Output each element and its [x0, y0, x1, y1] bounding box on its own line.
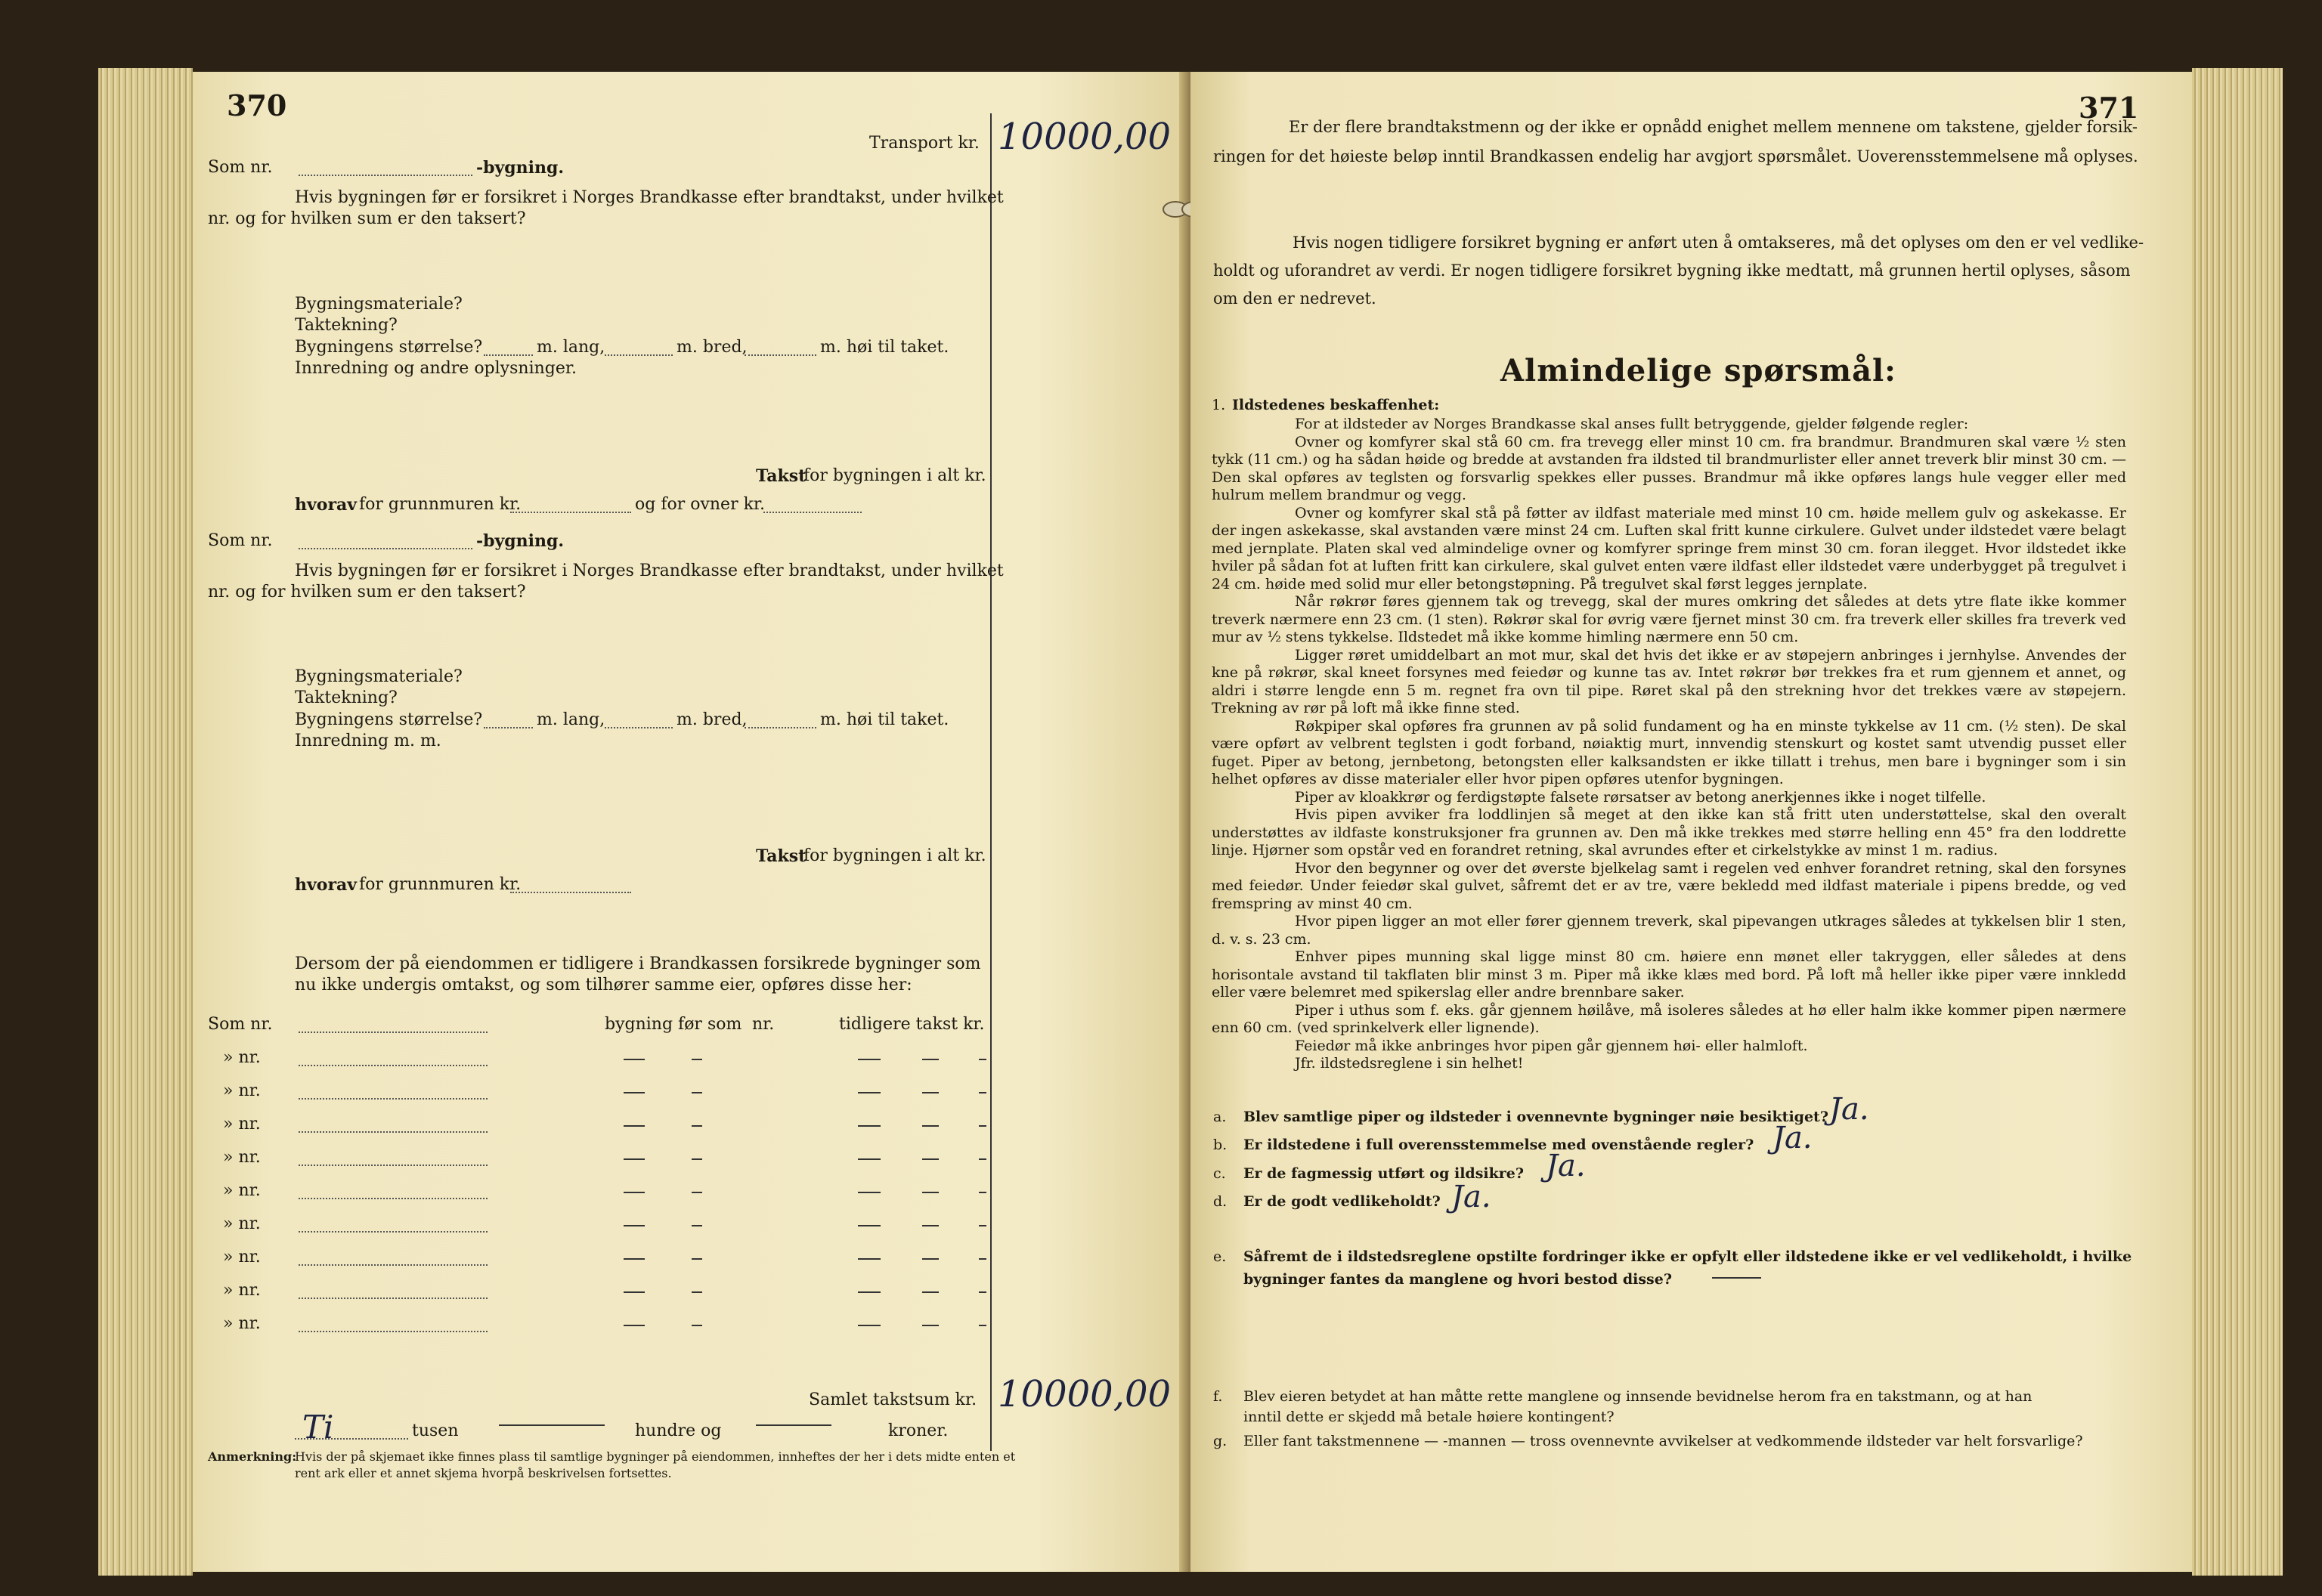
b1-hoi: m. høi til taket. [820, 338, 949, 357]
table-row-dash [979, 1225, 986, 1226]
b1-size: Bygningens størrelse? [295, 338, 483, 357]
rule-paragraph: Hvor den begynner og over det øverste bjelkelag samt i regelen ved enhver forandret retning, skal den forsynes med feiedør. Under feiedør skal gulvet, såfremt det er av tre, være bekledd med ildfast materiale i pipens bredde, og ved fremspring av minst 40 cm. [1212, 859, 2126, 912]
table-row-dash [858, 1158, 881, 1160]
p2-2: holdt og uforandret av verdi. Er nogen tidligere forsikret bygning ikke medtatt, må grunnen hertil oplyses, såsom [1213, 261, 2131, 280]
b2-question-2: nr. og for hvilken sum er den taksert? [208, 583, 526, 602]
qc-letter: c. [1213, 1165, 1226, 1182]
b1-takst-rest: for bygningen i alt kr. [803, 466, 986, 485]
b2-material: Bygningsmateriale? [295, 667, 463, 686]
b2-takst-rest: for bygningen i alt kr. [803, 846, 986, 865]
b2-bred: m. bred, [676, 710, 748, 729]
table-row-line [299, 1198, 488, 1199]
b1-width-line [605, 354, 673, 356]
dersom-1: Dersom der på eiendommen er tidligere i Brandkassen forsikrede bygninger som [295, 954, 981, 973]
b1-takt: Taktekning? [295, 316, 398, 335]
table-bygning: bygning før som [605, 1015, 742, 1034]
table-row-dash [922, 1258, 939, 1260]
b2-hvorav: hvorav [295, 875, 358, 895]
table-row-dash [979, 1258, 986, 1260]
table-row-dash [692, 1125, 702, 1127]
b1-som-nr: Som nr. [208, 158, 273, 177]
table-row-dash [979, 1125, 986, 1127]
qd-letter: d. [1213, 1193, 1228, 1210]
table-row-dash [624, 1325, 645, 1326]
fireplace-rules [1212, 416, 2126, 1073]
qb-letter: b. [1213, 1137, 1228, 1153]
table-row-dash [692, 1325, 702, 1326]
b2-bygning: -bygning. [476, 531, 565, 551]
table-row-dash [979, 1291, 986, 1293]
table-row-label: » nr. [223, 1281, 261, 1300]
table-row-line [299, 1065, 488, 1066]
rule-paragraph: For at ildsteder av Norges Brandkasse skal anses fullt betryggende, gjelder følgende regler: [1295, 416, 1969, 432]
qb-answer: Ja. [1772, 1121, 1813, 1155]
table-row-label: » nr. [223, 1048, 261, 1067]
table-row-dash [979, 1092, 986, 1093]
b1-length-line [484, 354, 533, 356]
table-row-dash [858, 1192, 881, 1193]
rule-paragraph: Røkpiper skal opføres fra grunnen av på solid fundament og ha en minste tykkelse av 11 cm. (½ sten). De skal være opført av velbrent teglsten i godt forband, nøiaktig murt, innvendig stenskurt og kostet samt utvendig pusset eller fuget. Piper av betong, jernbetong, betongsten eller kalksandsten er ikke tillatt i trehus, men bare i bygninger som i sin helhet opføres av disse materialer eller hvor pipen opføres utenfor bygningen. [1212, 717, 2126, 787]
b2-hoi: m. høi til taket. [820, 710, 949, 729]
qa-answer: Ja. [1829, 1092, 1869, 1127]
table-row-dash [624, 1291, 645, 1293]
rule-paragraph: Enhver pipes munning skal ligge minst 80 cm. høiere enn mønet eller takryggen, eller således at dens horisontale avstand til takflaten blir minst 3 m. Piper må ikke klæs med bord. På loft må heller ikke piper være innkledd eller være belemret med spikerslag eller andre brennbare saker. [1212, 948, 2126, 1001]
table-row-line [299, 1131, 488, 1133]
anmerkning-label: Anmerkning: [208, 1449, 297, 1464]
b2-som-nr: Som nr. [208, 531, 273, 550]
qf-text-1: Blev eieren betydet at han måtte rette manglene og innsende bevidnelse herom fra en takstmann, og at han [1243, 1388, 2033, 1405]
table-row-label: » nr. [223, 1181, 261, 1200]
table-nr-line [299, 1032, 488, 1033]
b2-length-line [484, 727, 533, 728]
table-row-dash [692, 1059, 702, 1060]
b1-hvorav: hvorav [295, 495, 358, 515]
table-row-label: » nr. [223, 1248, 261, 1267]
heading: Almindelige spørsmål: [1500, 353, 1896, 388]
thousands-line [295, 1438, 408, 1440]
qa-letter: a. [1213, 1109, 1227, 1125]
words-handwritten: Ti [302, 1409, 334, 1446]
table-row-dash [922, 1325, 939, 1326]
qb-text: Er ildstedene i full overensstemmelse med ovenstående regler? [1243, 1137, 1754, 1153]
table-row-dash [979, 1192, 986, 1193]
qd-text: Er de godt vedlikeholdt? [1243, 1193, 1441, 1210]
ore-dash [756, 1424, 831, 1426]
table-row-dash [692, 1291, 702, 1293]
table-row-dash [922, 1225, 939, 1226]
qf-letter: f. [1213, 1388, 1223, 1405]
qe-letter: e. [1213, 1248, 1227, 1265]
qc-text: Er de fagmessig utført og ildsikre? [1243, 1165, 1525, 1182]
hundre-og: hundre og [635, 1421, 722, 1440]
table-row-dash [692, 1158, 702, 1160]
rule-paragraph: Jfr. ildstedsreglene i sin helhet! [1295, 1055, 1524, 1072]
table-row-dash [979, 1158, 986, 1160]
right-page-stack [2192, 68, 2283, 1576]
left-page-stack [98, 68, 193, 1576]
tusen: tusen [412, 1421, 459, 1440]
anmerkning-2: rent ark eller et annet skjema hvorpå beskrivelsen fortsettes. [295, 1466, 672, 1480]
qg-text: Eller fant takstmennene — -mannen — tross ovennevnte avvikelser at vedkommende ildsteder var helt forsvarlige? [1243, 1433, 2083, 1449]
b2-hvorav-rest: for grunnmuren kr. [359, 875, 522, 894]
table-row-dash [858, 1258, 881, 1260]
table-row-dash [624, 1092, 645, 1093]
table-row-dash [692, 1092, 702, 1093]
table-row-dash [624, 1158, 645, 1160]
p2-3: om den er nedrevet. [1213, 289, 1376, 308]
b1-grunnmur-line [510, 512, 631, 513]
rule-paragraph: Ovner og komfyrer skal stå 60 cm. fra trevegg eller minst 10 cm. fra brandmur. Brandmuren skal være ½ sten tykk (11 cm.) og ha sådan høide og bredde at avstanden fra ildsted til brandmurlister eller annet treverk blir minst 30 cm. — Den skal opføres av teglsten og forsvarlig spekkes eller pusses. Brandmur må ikke opføres langs hule vegger eller med hulrum mellem brandmur og vegg. [1212, 433, 2126, 503]
qd-answer: Ja. [1451, 1180, 1491, 1214]
intro-1: Er der flere brandtakstmenn og der ikke er opnådd enighet mellem mennene om takstene, gjelder forsik- [1289, 118, 2138, 136]
samlet-label: Samlet takstsum kr. [809, 1390, 977, 1409]
b2-nr-line [299, 548, 472, 549]
b1-ovner-line [763, 512, 862, 513]
dersom-2: nu ikke undergis omtakst, og som tilhører samme eier, opføres disse her: [295, 976, 912, 994]
right-page [1190, 72, 2192, 1572]
qf-text-2: inntil dette er skjedd må betale høiere kontingent? [1243, 1409, 1615, 1425]
table-row-line [299, 1098, 488, 1100]
table-row-line [299, 1298, 488, 1299]
table-row-dash [858, 1125, 881, 1127]
page-number: 370 [227, 88, 287, 122]
qg-letter: g. [1213, 1433, 1228, 1449]
table-row-label: » nr. [223, 1081, 261, 1100]
b1-height-line [745, 354, 816, 356]
table-row-dash [979, 1325, 986, 1326]
rule-paragraph: Piper av kloakkrør og ferdigstøpte falsete rørsatser av betong anerkjennes ikke i noget tilfelle. [1295, 788, 1986, 806]
intro-2: ringen for det høieste beløp inntil Brandkassen endelig har avgjort spørsmålet. Uoverensstemmelsene må oplyses. [1213, 147, 2138, 165]
rule-paragraph: Feiedør må ikke anbringes hvor pipen går gjennem høi- eller halmloft. [1295, 1037, 1808, 1054]
rule-paragraph: Når røkrør føres gjennem tak og trevegg, skal der mures omkring det således at dets ytre flate ikke kommer treverk nærmere enn 23 cm. (1 sten). Røkrør skal for øvrig være fjernet minst 30 cm. fra treverk eller skilles fra treverk ved mur av ½ stens tykkelse. Ildstedet må ikke komme himling nærmere enn 50 cm. [1212, 593, 2126, 645]
table-row-dash [922, 1059, 939, 1060]
b1-material: Bygningsmateriale? [295, 295, 463, 314]
table-row-dash [922, 1125, 939, 1127]
amount-column-rule [990, 113, 992, 1451]
table-row-dash [692, 1258, 702, 1260]
anmerkning-1: Hvis der på skjemaet ikke finnes plass til samtlige bygninger på eiendommen, innheftes der her i dets midte enten et [295, 1449, 1016, 1464]
table-row-dash [979, 1059, 986, 1060]
b2-innredning: Innredning m. m. [295, 732, 441, 750]
table-row-dash [858, 1092, 881, 1093]
b2-takst: Takst [756, 846, 807, 866]
b1-bygning: -bygning. [476, 158, 565, 178]
kroner: kroner. [888, 1421, 949, 1440]
section-1-title: Ildstedenes beskaffenhet: [1232, 397, 1440, 413]
table-row-dash [858, 1225, 881, 1226]
b2-question-1: Hvis bygningen før er forsikret i Norges Brandkasse efter brandtakst, under hvilket [295, 561, 1004, 580]
b1-lang: m. lang, [537, 338, 605, 357]
rule-paragraph: Ligger røret umiddelbart an mot mur, skal det hvis det ikke er av støpejern anbringes i jernhylse. Anvendes der kne på røkrør, skal kneet forsynes med feiedør og kunne tas av. Intet røkrør bør trekkes fra et rum gjennem et annet, og aldri i større lengde enn 5 m. regnet fra ovn til pipe. Røret skal på den strekning hvor det trekkes være av støpejern. Trekning av rør på loft må ikke finne sted. [1212, 646, 2126, 716]
b2-takt: Taktekning? [295, 688, 398, 707]
table-row-line [299, 1165, 488, 1166]
table-row-dash [624, 1225, 645, 1226]
samlet-value: 10000,00 [998, 1373, 1172, 1415]
table-som-nr: Som nr. [208, 1015, 273, 1034]
b1-question-2: nr. og for hvilken sum er den taksert? [208, 209, 526, 228]
rule-paragraph: Piper i uthus som f. eks. går gjennem høilåve, må isoleres således at hø eller halm ikke kommer pipen nærmere enn 60 cm. (ved sprinkelverk eller lignende). [1212, 1001, 2126, 1036]
b2-width-line [605, 727, 673, 728]
table-row-dash [858, 1059, 881, 1060]
transport-value: 10000,00 [998, 116, 1172, 158]
qe-text-1: Såfremt de i ildstedsreglene opstilte fordringer ikke er opfylt eller ildstedene ikke er vel vedlikeholdt, i hvilke [1243, 1248, 2132, 1265]
qe-text-2: bygninger fantes da manglene og hvori bestod disse? [1243, 1271, 1672, 1288]
section-1-num: 1. [1212, 397, 1226, 413]
table-row-dash [624, 1192, 645, 1193]
p2-1: Hvis nogen tidligere forsikret bygning er anført uten å omtakseres, må det oplyses om den er vel vedlike- [1293, 234, 2144, 252]
table-nr: nr. [752, 1015, 775, 1034]
table-row-dash [858, 1325, 881, 1326]
b2-lang: m. lang, [537, 710, 605, 729]
left-page [193, 72, 1187, 1572]
table-row-dash [692, 1225, 702, 1226]
table-row-dash [858, 1291, 881, 1293]
qa-text: Blev samtlige piper og ildsteder i ovennevnte bygninger nøie besiktiget? [1243, 1109, 1828, 1125]
qe-dash [1712, 1277, 1761, 1279]
table-row-dash [692, 1192, 702, 1193]
b1-innredning: Innredning og andre oplysninger. [295, 359, 577, 378]
b2-size: Bygningens størrelse? [295, 710, 483, 729]
b1-question-1: Hvis bygningen før er forsikret i Norges Brandkasse efter brandtakst, under hvilket [295, 188, 1004, 207]
b2-height-line [745, 727, 816, 728]
table-row-label: » nr. [223, 1314, 261, 1333]
table-row-dash [922, 1158, 939, 1160]
table-row-line [299, 1264, 488, 1266]
table-row-line [299, 1231, 488, 1233]
table-row-label: » nr. [223, 1148, 261, 1167]
table-row-label: » nr. [223, 1214, 261, 1233]
hundreds-dash [499, 1424, 605, 1426]
table-row-dash [922, 1291, 939, 1293]
page-number: 371 [2079, 91, 2139, 125]
b1-hvorav-rest: for grunnmuren kr. [359, 495, 522, 514]
qc-answer: Ja. [1546, 1149, 1586, 1183]
b1-nr-line [299, 175, 472, 176]
rule-paragraph: Ovner og komfyrer skal stå på føtter av ildfast materiale med minst 10 cm. høide mellem gulv og askekasse. Er der ingen askekasse, skal avstanden være minst 24 cm. Luften skal fritt kunne cirkulere. Gulvet under ildstedet være belagt med jernplate. Platen skal ved almindelige ovner og komfyrer springe frem minst 30 cm. foran ilegget. Hvor ildstedet ikke hviler på sådan fot at luften fritt kan cirkulere, skal gulvet enten være ildfast eller ildstedet være underbygget på tregulvet i 24 cm. høide med solid mur eller betongstøpning. På tregulvet skal først legges jernplate. [1212, 504, 2126, 592]
table-row-dash [624, 1125, 645, 1127]
b2-grunnmur-line [510, 892, 631, 893]
table-row-line [299, 1331, 488, 1332]
b1-ovner: og for ovner kr. [635, 495, 766, 514]
rule-paragraph: Hvis pipen avviker fra loddlinjen så meget at den ikke kan stå fritt uten understøttelse, skal den overalt understøttes av ildfaste konstruksjoner fra grunnen av. Den må ikke trekkes med større helling enn 45° fra den loddrette linje. Hjørner som opstår ved en forandret retning, skal avrundes efter et cirkelstykke av minst 1 m. radius. [1212, 806, 2126, 858]
table-row-dash [922, 1092, 939, 1093]
rule-paragraph: Hvor pipen ligger an mot eller fører gjennem treverk, skal pipevangen utkrages således at tykkelsen blir 1 sten, d. v. s. 23 cm. [1212, 913, 2126, 948]
table-row-dash [922, 1192, 939, 1193]
b1-takst: Takst [756, 466, 807, 486]
table-row-dash [624, 1059, 645, 1060]
table-row-dash [624, 1258, 645, 1260]
table-tidligere: tidligere takst kr. [839, 1015, 985, 1034]
b1-bred: m. bred, [676, 338, 748, 357]
transport-label: Transport kr. [869, 134, 980, 153]
table-row-label: » nr. [223, 1115, 261, 1134]
